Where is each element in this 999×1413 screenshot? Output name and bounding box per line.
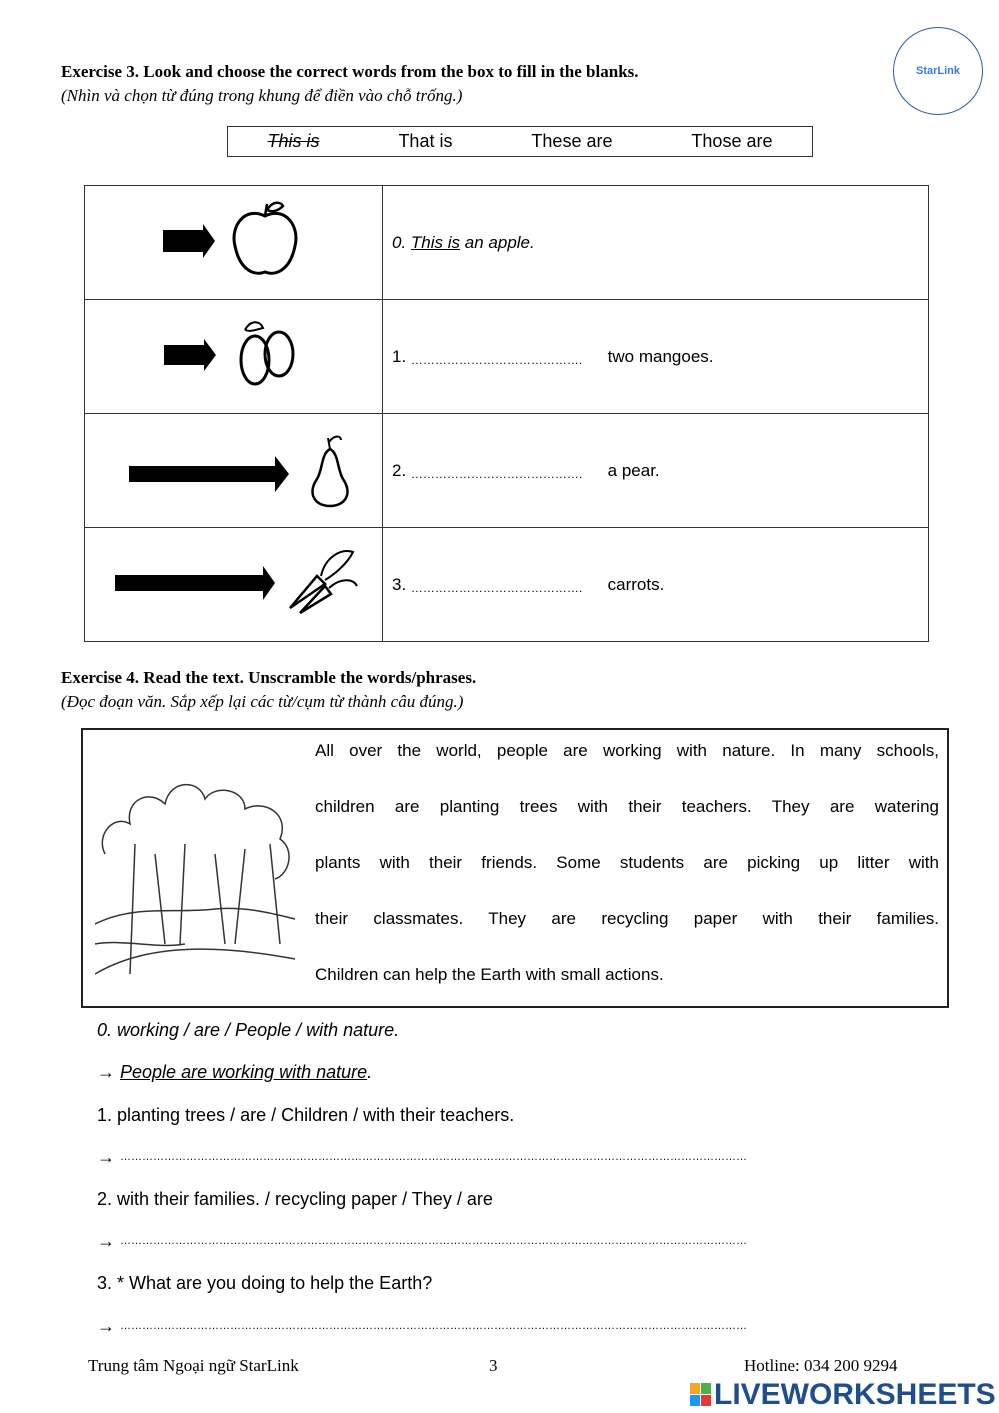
answer-input-3[interactable]: ……………………………………………………………………………………………………………………………………………………… xyxy=(120,1320,748,1332)
question-1: 1. planting trees / are / Children / with their teachers. xyxy=(97,1105,515,1125)
table-row: 1. ……………………………………. two mangoes. xyxy=(85,300,929,414)
ex4-subtitle: (Đọc đoạn văn. Sắp xếp lại các từ/cụm từ thành câu đúng.) xyxy=(61,692,464,711)
word-these-are: These are xyxy=(531,131,613,151)
carrot-icon xyxy=(85,528,382,636)
question-3: 3. * What are you doing to help the Earth? xyxy=(97,1273,433,1293)
arrow-icon: → xyxy=(97,1231,115,1251)
pear-icon xyxy=(85,414,382,522)
ex3-subtitle: (Nhìn và chọn từ đúng trong khung để điền vào chỗ trống.) xyxy=(61,86,463,105)
arrow-icon: → xyxy=(97,1147,115,1167)
mango-icon xyxy=(85,300,382,408)
arrow-icon: → xyxy=(97,1062,115,1082)
text-line-1: All over the world, people are working with nature. In many schools, xyxy=(315,741,939,760)
footer-center-name: Trung tâm Ngoại ngữ StarLink xyxy=(88,1356,299,1375)
picture-cell xyxy=(85,186,383,300)
reading-text-box xyxy=(81,728,949,1008)
table-row: 3. ……………………………………. carrots. xyxy=(85,528,929,642)
answer-line-3 xyxy=(97,1315,895,1337)
text-line-4: their classmates. They are recycling paper with their families. xyxy=(315,909,939,928)
forest-illustration xyxy=(95,744,300,984)
text-line-2: children are planting trees with their teachers. They are watering xyxy=(315,797,939,816)
word-this-is: This is xyxy=(267,131,320,151)
table-row: 2. ……………………………………. a pear. xyxy=(85,414,929,528)
apple-icon xyxy=(85,186,382,294)
ex4-title: Exercise 4. Read the text. Unscramble the words/phrases. xyxy=(61,668,477,687)
answer-blank-2[interactable]: ……………………………………. xyxy=(410,466,583,481)
ex3-table xyxy=(84,185,929,642)
live-logo-icon xyxy=(690,1383,712,1407)
ex3-title: Exercise 3. Look and choose the correct words from the box to fill in the blanks. xyxy=(61,62,639,81)
sentence-cell: 0. This is an apple. xyxy=(383,186,929,300)
footer-hotline: Hotline: 034 200 9294 xyxy=(744,1356,898,1375)
question-2: 2. with their families. / recycling paper / They / are xyxy=(97,1189,493,1209)
answer-line-1 xyxy=(97,1146,895,1168)
logo-text: StarLink xyxy=(915,65,960,77)
arrow-icon: → xyxy=(97,1316,115,1336)
table-row xyxy=(85,186,929,300)
liveworksheets-watermark: LIVEWORKSHEETS xyxy=(690,1380,996,1410)
text-line-3: plants with their friends. Some students are picking up litter with xyxy=(315,853,939,872)
word-that-is: That is xyxy=(398,131,453,151)
answer-input-2[interactable]: ……………………………………………………………………………………………………………………………………………………… xyxy=(120,1235,748,1247)
text-line-5: Children can help the Earth with small actions. xyxy=(315,965,664,984)
example-answer-0: → People are working with nature. xyxy=(97,1062,373,1082)
answer-blank-3[interactable]: ……………………………………. xyxy=(410,580,583,595)
answer-input-1[interactable]: ……………………………………………………………………………………………………………………………………………………… xyxy=(120,1151,748,1163)
question-0: 0. working / are / People / with nature. xyxy=(97,1020,400,1040)
example-answer: This is xyxy=(410,232,461,252)
starlink-logo xyxy=(893,27,983,115)
word-those-are: Those are xyxy=(691,131,773,151)
word-box xyxy=(227,126,813,157)
answer-blank-1[interactable]: ……………………………………. xyxy=(410,352,583,367)
answer-line-2 xyxy=(97,1230,895,1252)
page-number: 3 xyxy=(489,1356,498,1375)
